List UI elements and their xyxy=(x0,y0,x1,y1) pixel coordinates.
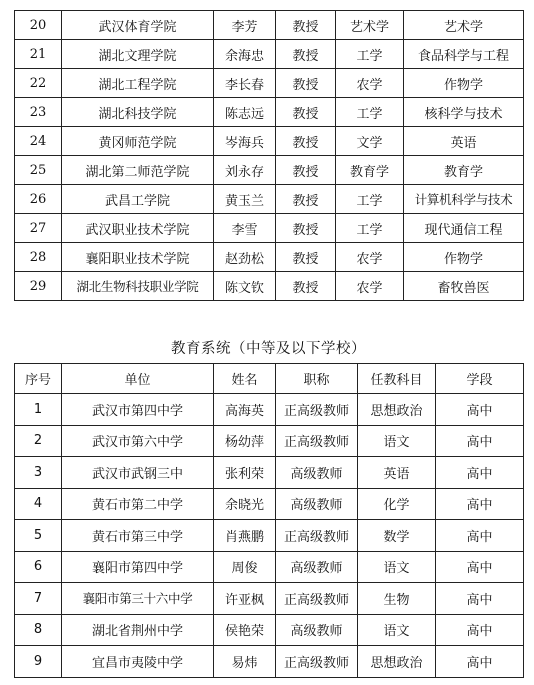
field-cell: 工学 xyxy=(336,214,404,243)
row-number: 21 xyxy=(15,40,62,69)
row-number: 29 xyxy=(15,272,62,301)
title-cell: 教授 xyxy=(276,272,336,301)
discipline-cell: 计算机科学与技术 xyxy=(404,185,524,214)
title-cell: 正高级教师 xyxy=(276,520,358,552)
field-cell: 农学 xyxy=(336,243,404,272)
unit-cell: 武汉市第六中学 xyxy=(62,425,214,457)
title-cell: 教授 xyxy=(276,156,336,185)
unit-cell: 襄阳职业技术学院 xyxy=(62,243,214,272)
discipline-cell: 食品科学与工程 xyxy=(404,40,524,69)
stage-cell: 高中 xyxy=(436,551,524,583)
title-cell: 教授 xyxy=(276,69,336,98)
title-cell: 教授 xyxy=(276,40,336,69)
unit-cell: 湖北第二师范学院 xyxy=(62,156,214,185)
field-cell: 文学 xyxy=(336,127,404,156)
name-cell: 赵劲松 xyxy=(214,243,276,272)
unit-cell: 襄阳市第四中学 xyxy=(62,551,214,583)
table-row xyxy=(15,127,524,156)
row-number: 28 xyxy=(15,243,62,272)
row-number: 6 xyxy=(15,551,62,583)
table-row xyxy=(15,185,524,214)
row-number: 26 xyxy=(15,185,62,214)
title-cell: 高级教师 xyxy=(276,488,358,520)
stage-cell: 高中 xyxy=(436,646,524,678)
table-row xyxy=(15,272,524,301)
header-no: 序号 xyxy=(15,364,62,394)
discipline-cell: 作物学 xyxy=(404,69,524,98)
title-cell: 正高级教师 xyxy=(276,425,358,457)
row-number: 4 xyxy=(15,488,62,520)
unit-cell: 襄阳市第三十六中学 xyxy=(62,583,214,615)
row-number: 25 xyxy=(15,156,62,185)
school-table xyxy=(14,363,524,678)
table-row xyxy=(15,425,524,457)
name-cell: 黄玉兰 xyxy=(214,185,276,214)
name-cell: 李雪 xyxy=(214,214,276,243)
stage-cell: 高中 xyxy=(436,614,524,646)
title-cell: 正高级教师 xyxy=(276,646,358,678)
header-stage: 学段 xyxy=(436,364,524,394)
name-cell: 余晓光 xyxy=(214,488,276,520)
field-cell: 农学 xyxy=(336,69,404,98)
subject-cell: 英语 xyxy=(358,457,436,489)
row-number: 24 xyxy=(15,127,62,156)
row-number: 3 xyxy=(15,457,62,489)
subject-cell: 语文 xyxy=(358,425,436,457)
row-number: 8 xyxy=(15,614,62,646)
row-number: 9 xyxy=(15,646,62,678)
row-number: 5 xyxy=(15,520,62,552)
unit-cell: 湖北生物科技职业学院 xyxy=(62,272,214,301)
field-cell: 工学 xyxy=(336,40,404,69)
row-number: 23 xyxy=(15,98,62,127)
discipline-cell: 现代通信工程 xyxy=(404,214,524,243)
table-row xyxy=(15,646,524,678)
title-cell: 高级教师 xyxy=(276,457,358,489)
stage-cell: 高中 xyxy=(436,520,524,552)
name-cell: 刘永存 xyxy=(214,156,276,185)
table-row xyxy=(15,457,524,489)
name-cell: 陈志远 xyxy=(214,98,276,127)
row-number: 7 xyxy=(15,583,62,615)
unit-cell: 武汉市武钢三中 xyxy=(62,457,214,489)
title-cell: 教授 xyxy=(276,98,336,127)
table-row xyxy=(15,156,524,185)
discipline-cell: 作物学 xyxy=(404,243,524,272)
subject-cell: 数学 xyxy=(358,520,436,552)
unit-cell: 武汉体育学院 xyxy=(62,11,214,40)
unit-cell: 黄冈师范学院 xyxy=(62,127,214,156)
discipline-cell: 畜牧兽医 xyxy=(404,272,524,301)
table-row xyxy=(15,11,524,40)
row-number: 22 xyxy=(15,69,62,98)
title-cell: 正高级教师 xyxy=(276,583,358,615)
row-number: 20 xyxy=(15,11,62,40)
field-cell: 工学 xyxy=(336,185,404,214)
discipline-cell: 英语 xyxy=(404,127,524,156)
name-cell: 余海忠 xyxy=(214,40,276,69)
subject-cell: 语文 xyxy=(358,551,436,583)
header-subject: 任教科目 xyxy=(358,364,436,394)
table-row xyxy=(15,40,524,69)
table-row xyxy=(15,614,524,646)
stage-cell: 高中 xyxy=(436,457,524,489)
unit-cell: 宜昌市夷陵中学 xyxy=(62,646,214,678)
table-header-row xyxy=(15,364,524,394)
name-cell: 周俊 xyxy=(214,551,276,583)
field-cell: 农学 xyxy=(336,272,404,301)
university-table xyxy=(14,10,524,301)
table-row xyxy=(15,394,524,426)
name-cell: 陈文钦 xyxy=(214,272,276,301)
discipline-cell: 艺术学 xyxy=(404,11,524,40)
unit-cell: 湖北科技学院 xyxy=(62,98,214,127)
table-row xyxy=(15,520,524,552)
title-cell: 正高级教师 xyxy=(276,394,358,426)
name-cell: 张利荣 xyxy=(214,457,276,489)
unit-cell: 黄石市第三中学 xyxy=(62,520,214,552)
title-cell: 教授 xyxy=(276,185,336,214)
discipline-cell: 教育学 xyxy=(404,156,524,185)
row-number: 27 xyxy=(15,214,62,243)
name-cell: 高海英 xyxy=(214,394,276,426)
field-cell: 工学 xyxy=(336,98,404,127)
unit-cell: 湖北文理学院 xyxy=(62,40,214,69)
table-row xyxy=(15,214,524,243)
title-cell: 教授 xyxy=(276,127,336,156)
name-cell: 岑海兵 xyxy=(214,127,276,156)
title-cell: 教授 xyxy=(276,214,336,243)
table-row xyxy=(15,243,524,272)
stage-cell: 高中 xyxy=(436,488,524,520)
row-number: 2 xyxy=(15,425,62,457)
stage-cell: 高中 xyxy=(436,425,524,457)
name-cell: 易炜 xyxy=(214,646,276,678)
title-cell: 教授 xyxy=(276,243,336,272)
title-cell: 高级教师 xyxy=(276,614,358,646)
section-title: 教育系统（中等及以下学校） xyxy=(171,341,366,357)
unit-cell: 湖北工程学院 xyxy=(62,69,214,98)
field-cell: 艺术学 xyxy=(336,11,404,40)
name-cell: 李芳 xyxy=(214,11,276,40)
stage-cell: 高中 xyxy=(436,583,524,615)
unit-cell: 武汉市第四中学 xyxy=(62,394,214,426)
title-cell: 教授 xyxy=(276,11,336,40)
discipline-cell: 核科学与技术 xyxy=(404,98,524,127)
header-title: 职称 xyxy=(276,364,358,394)
table-row xyxy=(15,488,524,520)
table-row xyxy=(15,98,524,127)
unit-cell: 黄石市第二中学 xyxy=(62,488,214,520)
name-cell: 肖燕鹏 xyxy=(214,520,276,552)
unit-cell: 武昌工学院 xyxy=(62,185,214,214)
table-row xyxy=(15,551,524,583)
subject-cell: 思想政治 xyxy=(358,394,436,426)
table-row xyxy=(15,69,524,98)
table-row xyxy=(15,583,524,615)
subject-cell: 化学 xyxy=(358,488,436,520)
name-cell: 许亚枫 xyxy=(214,583,276,615)
name-cell: 杨幼萍 xyxy=(214,425,276,457)
name-cell: 侯艳荣 xyxy=(214,614,276,646)
unit-cell: 湖北省荆州中学 xyxy=(62,614,214,646)
unit-cell: 武汉职业技术学院 xyxy=(62,214,214,243)
header-name: 姓名 xyxy=(214,364,276,394)
header-unit: 单位 xyxy=(62,364,214,394)
subject-cell: 语文 xyxy=(358,614,436,646)
row-number: 1 xyxy=(15,394,62,426)
field-cell: 教育学 xyxy=(336,156,404,185)
subject-cell: 生物 xyxy=(358,583,436,615)
stage-cell: 高中 xyxy=(436,394,524,426)
name-cell: 李长春 xyxy=(214,69,276,98)
title-cell: 高级教师 xyxy=(276,551,358,583)
subject-cell: 思想政治 xyxy=(358,646,436,678)
